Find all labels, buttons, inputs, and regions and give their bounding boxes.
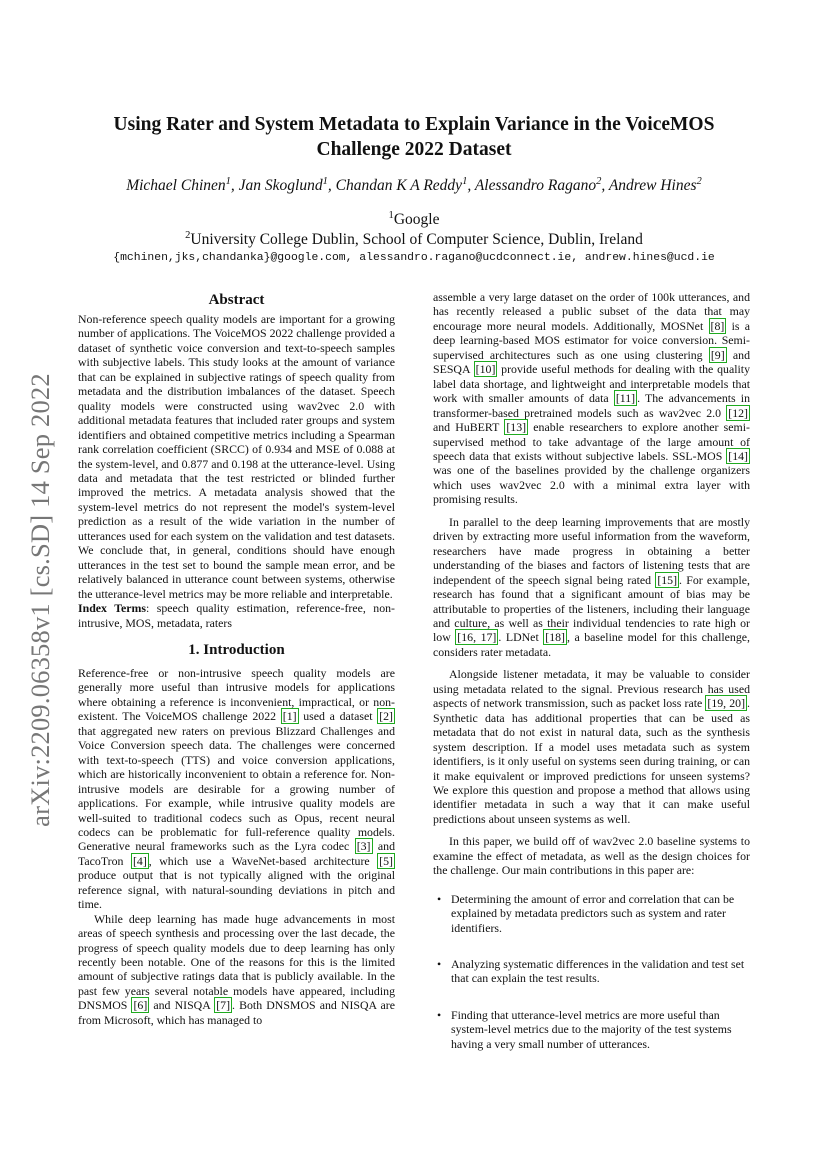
index-terms-text: : speech quality estimation, reference-free, non-intrusive, MOS, metadata, raters — [78, 601, 395, 630]
citation-link[interactable]: [16, 17] — [457, 630, 497, 645]
author-affiliation-mark: 1 — [322, 176, 328, 188]
citation-link[interactable]: [9] — [710, 347, 725, 362]
affiliation-1-number: 1 — [388, 210, 394, 222]
citation-link[interactable]: [8] — [710, 318, 725, 333]
citation-link[interactable]: [1] — [282, 709, 297, 724]
right-column — [433, 290, 750, 1073]
citation-link[interactable]: [12] — [728, 405, 748, 420]
author-list: Michael Chinen$^1$, Jan Skoglund$^1$, Chandan K A Reddy$^1$, Alessandro Ragano$^2$, Andrew Hines$^2$ — [126, 176, 702, 194]
index-terms — [78, 601, 395, 630]
citation-link[interactable]: [10] — [475, 362, 496, 377]
citation-link[interactable]: [18] — [545, 630, 565, 645]
intro-paragraph-4: In parallel to the deep learning improvements that are mostly driven by extracting more useful information from the waveform, researchers have made progress in obtaining a better understanding of the biases and factors of listening tests that are independent of the speech signal being rated [15] . For example, research has found that a significant amount of bias may be attributable to properties of the listeners, including their language and culture, as well as their individual tendencies to rate high or low [16, 17] . LDNet [18] , a baseline model for this challenge, considers rater metadata. — [433, 514, 750, 659]
intro-paragraph-2: While deep learning has made huge advancements in most areas of speech synthesis and processing over the last decade, the progress of speech quality models due to deep learning has only recently been notable. One of the reasons for this is the limited amount of subjective ratings data that is publicly available. In the past few years several notable models have appeared, including DNSMOS [6] and NISQA [7] . Both DNSMOS and NISQA are from Microsoft, which has managed to — [78, 911, 395, 1027]
author-affiliation-mark: 1 — [225, 176, 231, 188]
affiliation-1 — [70, 210, 758, 230]
title-line-1: Using Rater and System Metadata to Explain Variance in the VoiceMOS — [113, 114, 715, 135]
author-name: Michael Chinen — [126, 177, 226, 194]
left-column — [78, 290, 395, 1027]
citation-link[interactable]: [3] — [356, 839, 371, 854]
title-line-2: Challenge 2022 Dataset — [316, 139, 512, 160]
author-affiliation-mark: 2 — [596, 176, 602, 188]
bullet-glyph: • — [437, 957, 442, 972]
affiliation-2-number: 2 — [185, 230, 191, 242]
contribution-text: Determining the amount of error and correlation that can be explained by metadata predictors such as system and rater identifiers. — [451, 891, 735, 935]
citation-link[interactable]: [19, 20] — [707, 696, 746, 711]
abstract-heading: Abstract — [208, 292, 265, 308]
author-name: Andrew Hines — [608, 177, 697, 194]
author-affiliation-mark: 1 — [462, 176, 468, 188]
intro-paragraph-3: assemble a very large dataset on the order of 100k utterances, and has recently released a public subset of the data that may encourage more neural models. Additionally, MOSNet [8] is a deep learning-based MOS estimator for voice conversion. Semi-supervised architectures such as one using clustering [9] and SESQA [10] provide useful methods for dealing with the quality label data shortage, and lightweight and interpretable models that work with smaller amounts of data [11] . The advancements in transformer-based pretrained models such as wav2vec 2.0 [12] and HuBERT [13] enable researchers to explore another semi-supervised method to take advantage of the large amount of speech data that exists without subjective labels. SSL-MOS [14] was one of the baselines provided by the challenge organizers which uses wav2vec 2.0 with a minimal extra layer with promising results. — [433, 290, 751, 507]
contribution-item — [433, 892, 750, 935]
paper-title — [70, 112, 758, 162]
intro-paragraph-1: Reference-free or non-intrusive speech quality models are generally more useful than intrusive models for applications where obtaining a reference is inconvenient, impractical, or non-existent. The VoiceMOS challenge 2022 [1] used a dataset [2] that aggregated new raters on previous Blizzard Challenges and Voice Conversion speech data. The challenges were concerned with text-to-speech (TTS) and voice conversion applications, which are historically inconvenient to obtain a reference for. Non-intrusive models are desirable for a growing number of applications. For example, while intrusive quality models are well-suited to traditional codecs such as Opus, recent neural codecs can be problematic for full-reference quality models. Generative neural frameworks such as the Lyra codec [3] and TacoTron [4] , which use a WaveNet-based architecture [5] produce output that is not typically aligned with the original reference signal, with natural-sounding deviations in pitch and time. — [78, 665, 396, 912]
citation-link[interactable]: [5] — [379, 853, 393, 868]
intro-paragraph-5: Alongside listener metadata, it may be valuable to consider using metadata related to the signal. Previous research has used aspects of network transmission, such as packet loss rate [19, 20] . Synthetic data has additional properties that can be used as metadata that do not exist in natural data, such as the synthesis system description. If a model uses metadata such as system identifiers, is it only useful on systems seen during training, or can it make equivalent or improved predictions for unseen systems? We explore this question and propose a method that allows using identifier metadata in such a way that it can make useful predictions about unseen systems as well. — [433, 667, 750, 826]
citation-link[interactable]: [14] — [728, 448, 748, 463]
contribution-text: Analyzing systematic differences in the validation and test set that can explain the test results. — [451, 957, 745, 986]
affiliation-1-name: Google — [393, 211, 440, 228]
introduction-heading: 1. Introduction — [188, 641, 285, 658]
affiliation-2 — [70, 230, 758, 250]
abstract-text: Non-reference speech quality models are important for a growing number of applications. The VoiceMOS 2022 challenge provided a dataset of synthetic voice conversion and text-to-speech samples with subjective labels. This study looks at the amount of variance that can be explained in subjective ratings of speech quality from metadata and the distribution imbalances of the dataset. Speech quality models were constructed using wav2vec 2.0 with additional metadata features that included rater groups and system identifiers and obtained competitive metrics including a Spearman rank correlation coefficient (SRCC) of 0.934 and MSE of 0.088 at the system-level, and 0.877 and 0.198 at the utterance-level. Using data and metadata that the test restricted or blinded further improved the metrics. A metadata analysis showed that the system-level metrics do not represent the model's system-level prediction as a result of the wide variation in the number of utterances used for each system on the validation and test datasets. We conclude that, in general, conditions should have enough utterances in the test set to bound the sample mean error, and be relatively balanced in utterance count between systems, otherwise the utterance-level metrics may be more reliable and interpretable. — [78, 312, 395, 601]
author-affiliation-mark: 2 — [696, 176, 702, 188]
contribution-item — [433, 1008, 750, 1051]
citation-link[interactable]: [6] — [133, 998, 148, 1013]
affiliation-2-name: University College Dublin, School of Computer Science, Dublin, Ireland — [190, 231, 643, 248]
contributions-list — [433, 892, 750, 1052]
citation-link[interactable]: [13] — [506, 420, 527, 435]
arxiv-identifier-stamp — [22, 320, 58, 880]
intro-paragraph-6: In this paper, we build off of wav2vec 2.0 baseline systems to examine the effect of metadata, as well as the design choices for the challenge. Our main contributions in this paper are: — [433, 834, 750, 878]
contribution-item — [433, 957, 750, 986]
author-name: Chandan K A Reddy — [335, 177, 463, 194]
citation-link[interactable]: [2] — [379, 709, 393, 724]
arxiv-identifier-text: arXiv:2209.06358v1 [cs.SD] 14 Sep 2022 — [25, 373, 55, 827]
index-terms-label: Index Terms — [78, 601, 146, 616]
citation-link[interactable]: [4] — [132, 853, 147, 868]
citation-link[interactable]: [7] — [216, 998, 231, 1013]
citation-link[interactable]: [15] — [657, 572, 678, 587]
bullet-glyph: • — [437, 891, 442, 906]
author-emails: {mchinen,jks,chandanka}@google.com, alessandro.ragano@ucdconnect.ie, andrew.hines@ucd.ie — [113, 252, 715, 264]
author-name: Jan Skoglund — [238, 177, 323, 194]
author-name: Alessandro Ragano — [474, 177, 597, 194]
bullet-glyph: • — [437, 1007, 442, 1022]
contribution-text: Finding that utterance-level metrics are more useful than system-level metrics due to the majority of the test systems having a very small number of utterances. — [451, 1007, 732, 1051]
citation-link[interactable]: [11] — [615, 391, 636, 406]
